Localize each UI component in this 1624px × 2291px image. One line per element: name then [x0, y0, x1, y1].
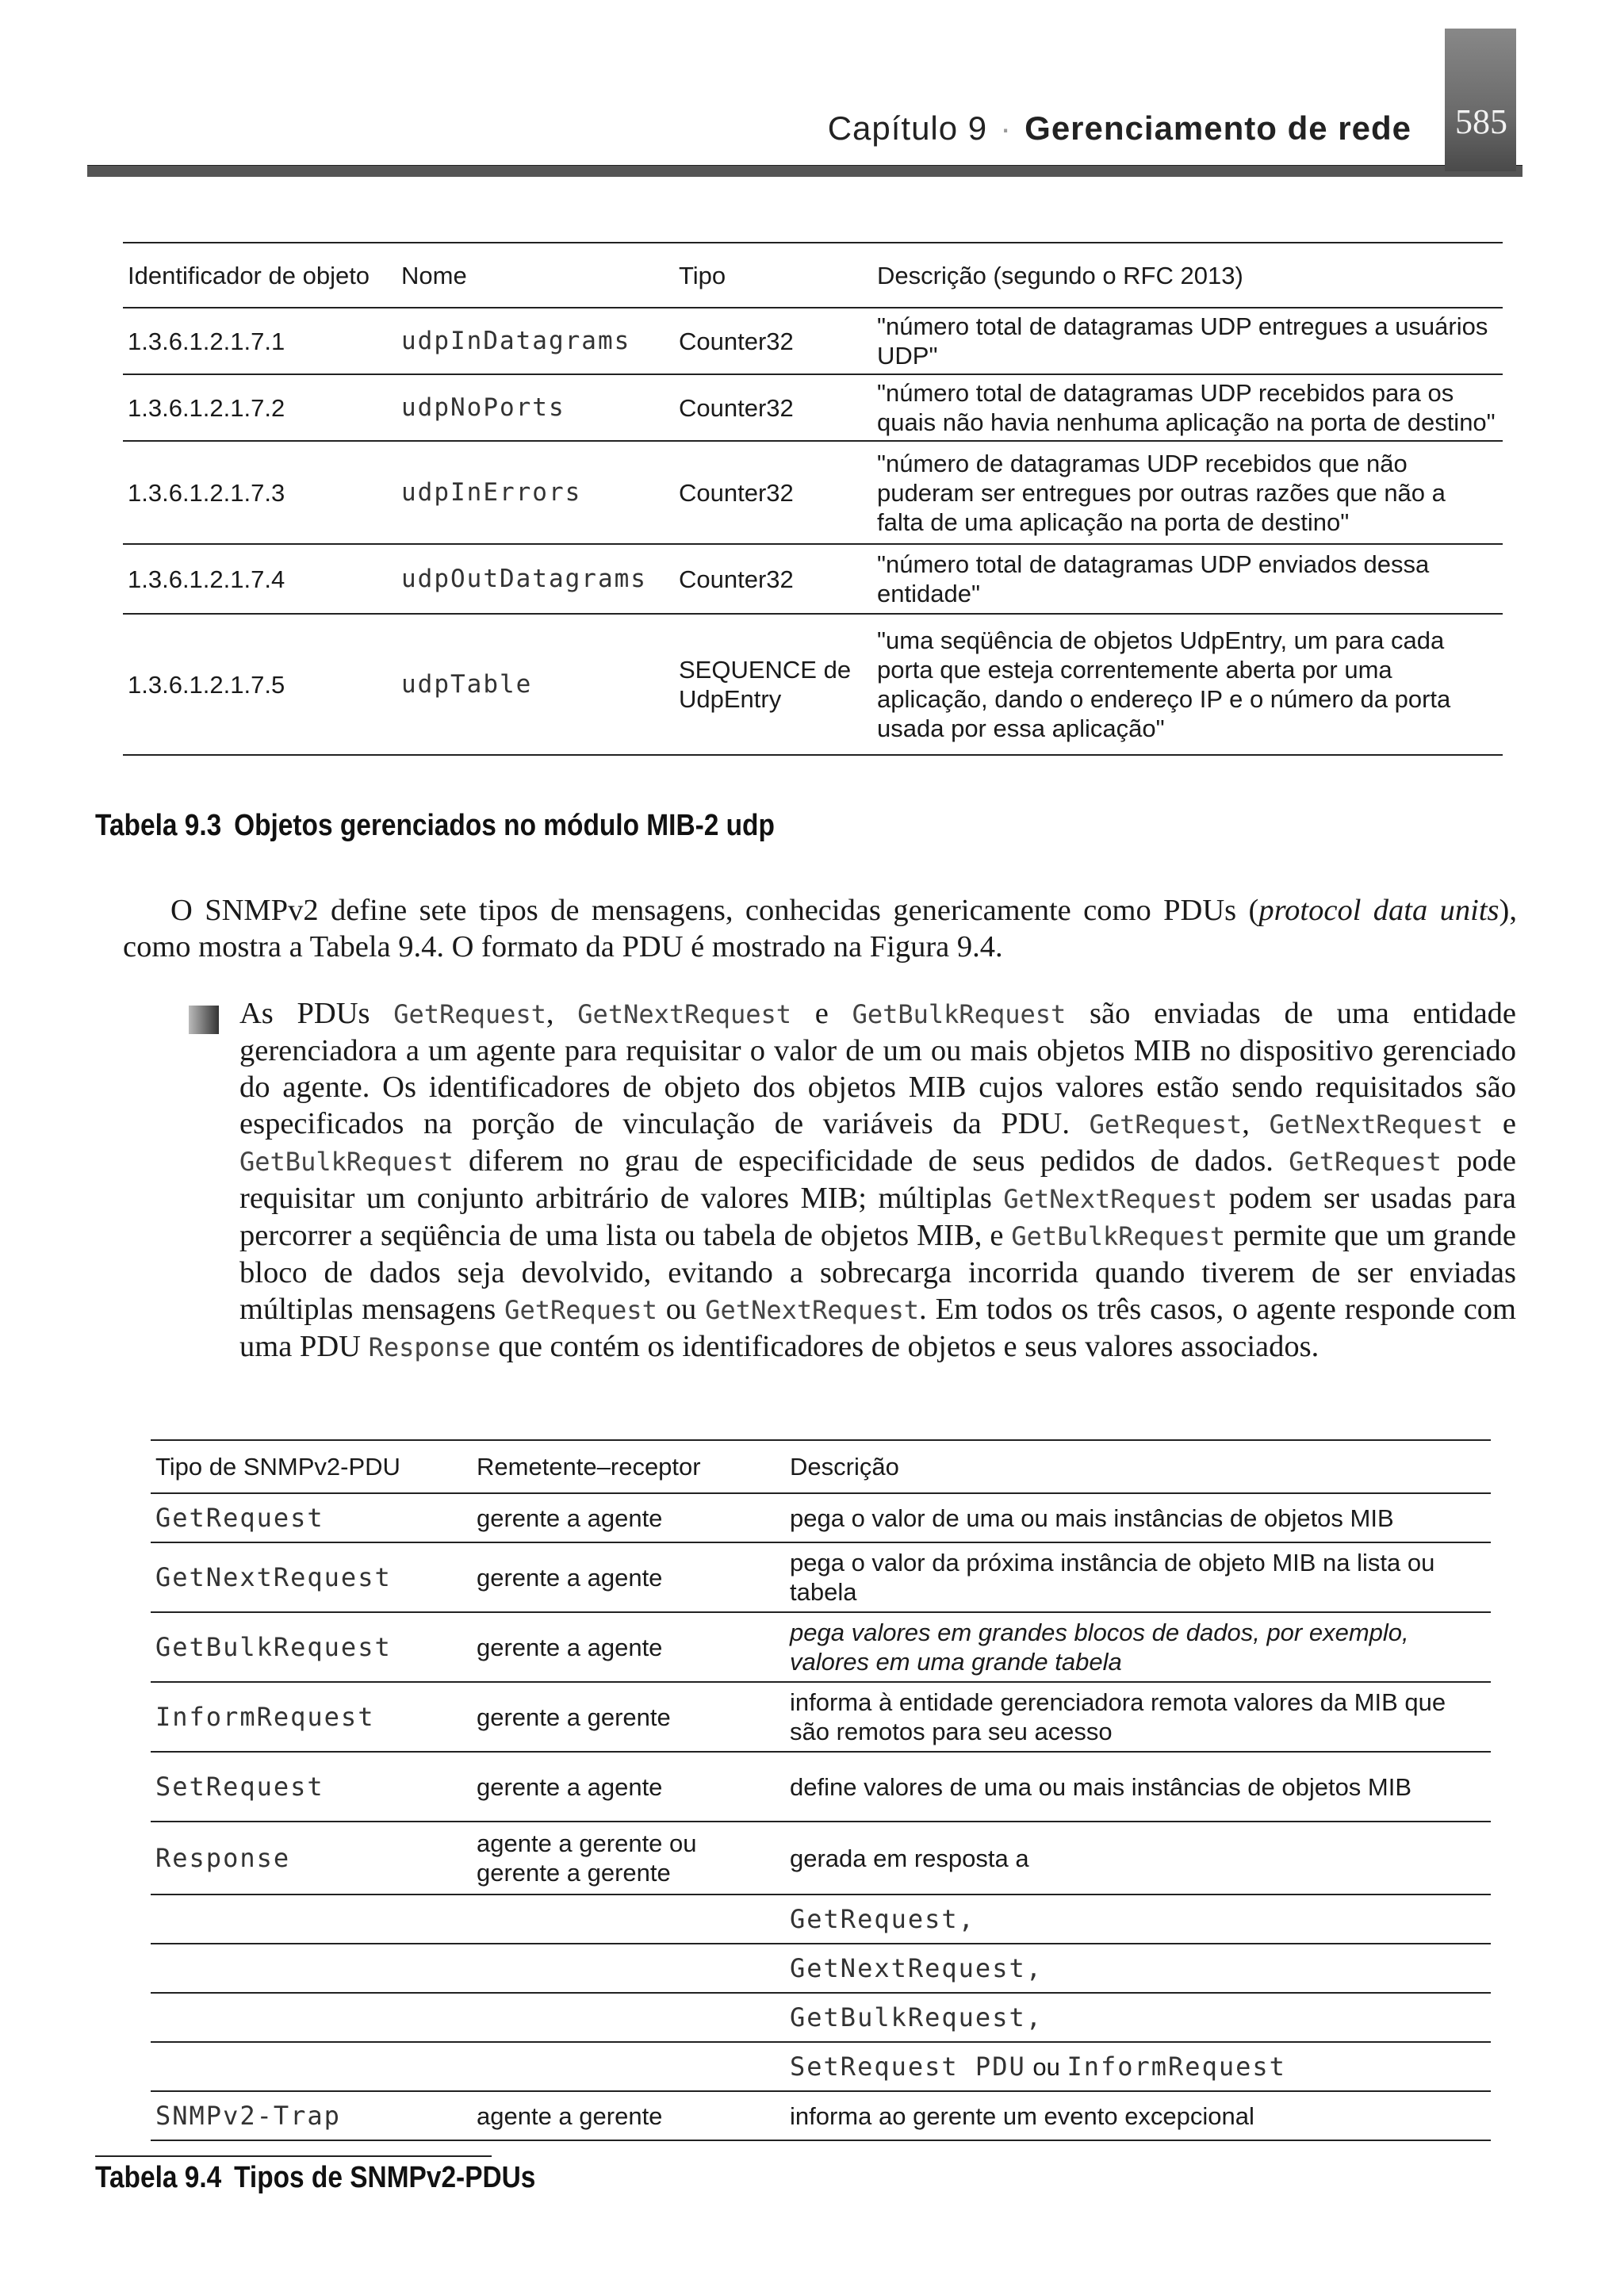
- table-row: [151, 1944, 1491, 1993]
- code-span: GetNextRequest: [705, 1295, 919, 1325]
- column-header: Tipo: [674, 243, 872, 308]
- type-cell: Counter32: [679, 327, 794, 355]
- text-span: ), como mostra a Tabela 9.4. O formato da PDU é mostrado na Figura 9.4.: [123, 894, 1517, 964]
- desc-cell: define valores de uma ou mais instâncias de objetos MIB: [790, 1772, 1412, 1801]
- text-span: ou: [1025, 2052, 1067, 2081]
- pdu-type-cell: [151, 1944, 472, 1993]
- sender-cell: gerente a agente: [477, 1504, 663, 1532]
- desc-cell: pega o valor da próxima instância de objeto MIB na lista ou tabela: [790, 1549, 1435, 1606]
- table-row: [151, 2042, 1491, 2091]
- sender-cell: [472, 1894, 785, 1944]
- text-span: pode requisitar um conjunto arbitrário de valores MIB; múltiplas: [239, 1144, 1517, 1215]
- pdu-type-cell: [151, 2042, 472, 2091]
- paragraph: [239, 995, 1516, 1366]
- pdu-type-cell: InformRequest: [155, 1701, 375, 1732]
- name-cell: udpInErrors: [401, 477, 582, 507]
- desc-cell: GetRequest,: [790, 1903, 975, 1934]
- type-cell: Counter32: [679, 478, 794, 507]
- caption-label: Tabela 9.4: [95, 2161, 222, 2194]
- margin-marker: [189, 1006, 219, 1034]
- table-header-row: [151, 1440, 1491, 1493]
- text-span: diferem no grau de especificidade de seus pedidos de dados.: [453, 1144, 1289, 1178]
- pdu-type-cell: SNMPv2-Trap: [155, 2100, 341, 2131]
- desc-cell: informa à entidade gerenciadora remota valores da MIB que são remotos para seu acesso: [790, 1688, 1446, 1745]
- type-cell: SEQUENCE de UdpEntry: [679, 656, 852, 713]
- oid-cell: 1.3.6.1.2.1.7.1: [128, 327, 285, 355]
- caption-text: Objetos gerenciados no módulo MIB-2 udp: [234, 809, 775, 842]
- name-cell: udpOutDatagrams: [401, 564, 647, 593]
- table-row: [123, 614, 1503, 755]
- page-number: 585: [1455, 102, 1507, 141]
- code-span: GetBulkRequest: [852, 999, 1067, 1029]
- table-caption: [95, 809, 775, 843]
- code-span: GetBulkRequest: [1011, 1221, 1226, 1251]
- desc-cell: [785, 2042, 1491, 2091]
- type-cell: Counter32: [679, 393, 794, 422]
- desc-cell: pega valores em grandes blocos de dados, por exemplo, valores em uma grande tabela: [790, 1619, 1409, 1676]
- text-span: O SNMPv2 define sete tipos de mensagens, conhecidas genericamente como PDUs (: [170, 894, 1259, 927]
- oid-cell: 1.3.6.1.2.1.7.2: [128, 393, 285, 422]
- sender-cell: [472, 1944, 785, 1993]
- caption-text: Tipos de SNMPv2-PDUs: [234, 2161, 536, 2194]
- table-row: [151, 1612, 1491, 1682]
- text-span: permite que um grande bloco de dados seja devolvido, evitando a sobrecarga incorrida quando tiverem de ser enviadas múltiplas mensagens: [239, 1219, 1517, 1326]
- italic-span: protocol data units: [1258, 894, 1500, 927]
- code-span: SetRequest PDU: [790, 2051, 1026, 2082]
- name-cell: udpInDatagrams: [401, 326, 631, 355]
- desc-cell: "número de datagramas UDP recebidos que não puderam ser entregues por outras razões que não a falta de uma aplicação na porta de destino": [877, 449, 1446, 536]
- code-span: GetRequest: [1289, 1147, 1442, 1177]
- sender-cell: [472, 2042, 785, 2091]
- column-header: Descrição (segundo o RFC 2013): [872, 243, 1503, 308]
- table-row: [151, 2091, 1491, 2140]
- page-number-tab: [1445, 29, 1516, 171]
- pdu-type-cell: [151, 1894, 472, 1944]
- column-header: Nome: [396, 243, 674, 308]
- desc-cell: gerada em resposta a: [790, 1844, 1029, 1872]
- sender-cell: agente a gerente: [477, 2101, 663, 2130]
- pdu-type-cell: SetRequest: [155, 1771, 324, 1802]
- text-span: e: [1483, 1107, 1517, 1140]
- table-row: [123, 441, 1503, 544]
- desc-cell: pega o valor de uma ou mais instâncias de objetos MIB: [790, 1504, 1394, 1532]
- text-span: As PDUs: [239, 997, 394, 1030]
- pdu-type-cell: GetBulkRequest: [155, 1631, 392, 1662]
- column-header: Descrição: [785, 1440, 1491, 1493]
- code-span: GetBulkRequest: [239, 1147, 454, 1177]
- column-header: Remetente–receptor: [472, 1440, 785, 1493]
- column-header: Tipo de SNMPv2-PDU: [151, 1440, 472, 1493]
- pdu-type-cell: [151, 1993, 472, 2042]
- running-header: [87, 109, 1522, 157]
- text-span: podem ser usadas para percorrer a seqüência de uma lista ou tabela de objetos MIB, e: [239, 1182, 1516, 1252]
- text-span: são enviadas de uma entidade gerenciadora a um agente para requisitar o valor de um ou mais objetos MIB no dispositivo gerenciado do agente. Os identificadores de objeto dos objetos MIB cujos valores estão sendo requisitados são especificados na porção de vinculação de variáveis da PDU.: [239, 997, 1516, 1140]
- type-cell: Counter32: [679, 565, 794, 593]
- pdu-type-cell: Response: [155, 1842, 291, 1873]
- table-row: [123, 374, 1503, 441]
- sender-cell: gerente a agente: [477, 1563, 663, 1592]
- sender-cell: gerente a agente: [477, 1772, 663, 1801]
- name-cell: udpTable: [401, 669, 533, 699]
- name-cell: udpNoPorts: [401, 393, 565, 422]
- table-row: [151, 1682, 1491, 1752]
- chapter-label: Capítulo 9: [827, 109, 988, 147]
- oid-cell: 1.3.6.1.2.1.7.4: [128, 565, 285, 593]
- table-snmpv2-pdus: [151, 1439, 1491, 2141]
- table-row: [151, 1894, 1491, 1944]
- table-row: [151, 1993, 1491, 2042]
- header-rule: [87, 165, 1522, 177]
- sender-cell: [472, 1993, 785, 2042]
- sender-cell: gerente a gerente: [477, 1703, 671, 1731]
- chapter-title: Gerenciamento de rede: [1025, 109, 1411, 147]
- desc-cell: GetBulkRequest,: [790, 2002, 1043, 2032]
- sender-cell: gerente a agente: [477, 1633, 663, 1661]
- code-span: GetRequest: [504, 1295, 657, 1325]
- table-row: [151, 1493, 1491, 1542]
- table-caption: [95, 2161, 535, 2195]
- table-row: [151, 1752, 1491, 1822]
- caption-label: Tabela 9.3: [95, 809, 222, 842]
- table-row: [151, 1822, 1491, 1894]
- caption-rule: [95, 2155, 492, 2157]
- desc-cell: "uma seqüência de objetos UdpEntry, um para cada porta que esteja correntemente aberta por uma aplicação, dando o endereço IP e o número da porta usada por essa aplicação": [877, 626, 1451, 742]
- text-span: ,: [1242, 1107, 1270, 1140]
- pdu-type-cell: GetNextRequest: [155, 1561, 392, 1592]
- desc-cell: GetNextRequest,: [790, 1952, 1043, 1983]
- text-span: ou: [657, 1293, 706, 1326]
- table-mib-udp: [123, 242, 1503, 756]
- column-header: Identificador de objeto: [123, 243, 396, 308]
- oid-cell: 1.3.6.1.2.1.7.3: [128, 478, 285, 507]
- text-span: ,: [546, 997, 578, 1030]
- sender-cell: agente a gerente ou gerente a gerente: [477, 1829, 697, 1887]
- table-row: [151, 1542, 1491, 1612]
- paragraph: [123, 892, 1517, 965]
- table-row: [123, 544, 1503, 614]
- code-span: GetNextRequest: [1269, 1109, 1484, 1140]
- text-span: que contém os identificadores de objetos e seus valores associados.: [490, 1330, 1320, 1363]
- desc-cell: "número total de datagramas UDP entregues a usuários UDP": [877, 312, 1488, 370]
- oid-cell: 1.3.6.1.2.1.7.5: [128, 670, 285, 699]
- code-span: Response: [368, 1332, 491, 1362]
- table-header-row: [123, 243, 1503, 308]
- code-span: GetNextRequest: [577, 999, 791, 1029]
- code-span: GetNextRequest: [1003, 1184, 1218, 1214]
- desc-cell: informa ao gerente um evento excepcional: [790, 2101, 1254, 2130]
- code-span: InformRequest: [1067, 2051, 1286, 2082]
- pdu-type-cell: GetRequest: [155, 1502, 324, 1533]
- table-row: [123, 308, 1503, 374]
- desc-cell: "número total de datagramas UDP enviados dessa entidade": [877, 550, 1430, 607]
- desc-cell: "número total de datagramas UDP recebidos para os quais não havia nenhuma aplicação na porta de destino": [877, 379, 1496, 436]
- code-span: GetRequest: [1089, 1109, 1243, 1140]
- chapter-heading: Capítulo 9 · Gerenciamento de rede: [827, 109, 1411, 147]
- text-span: . Em todos os três casos, o agente responde com uma PDU: [239, 1293, 1517, 1363]
- text-span: e: [791, 997, 852, 1030]
- code-span: GetRequest: [393, 999, 546, 1029]
